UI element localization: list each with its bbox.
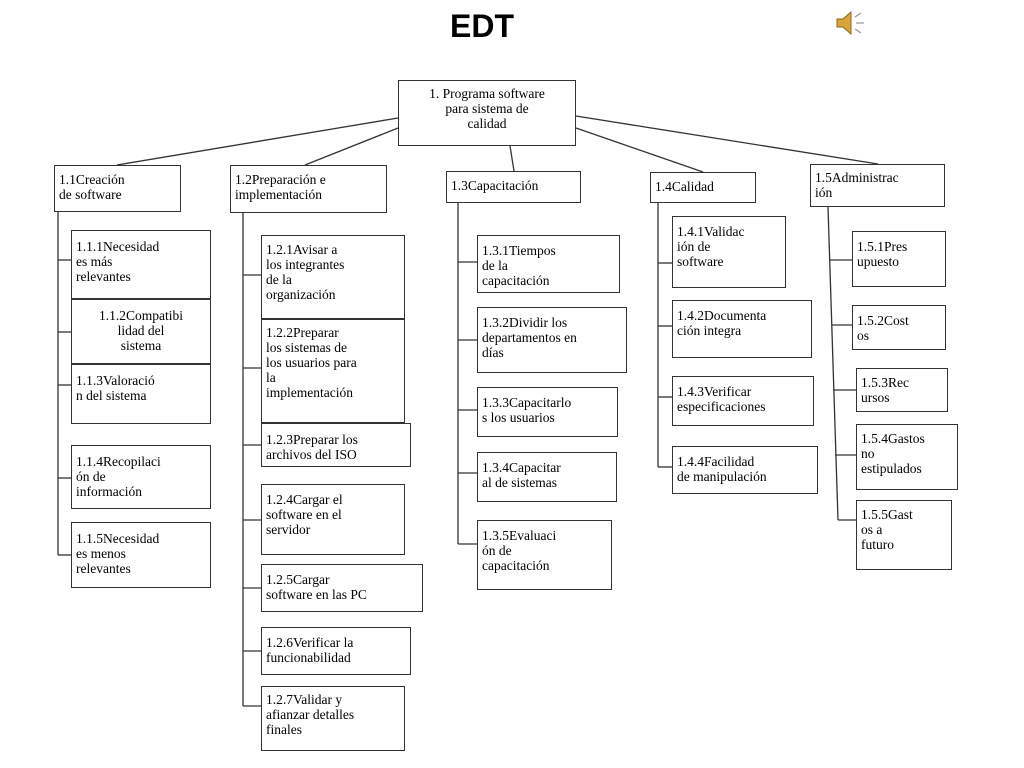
node-1-2-4: 1.2.4Cargar el software en el servidor — [261, 484, 405, 555]
node-1-2-3: 1.2.3Preparar los archivos del ISO — [261, 423, 411, 467]
node-1-1-4: 1.1.4Recopilaci ón de información — [71, 445, 211, 509]
node-1-3-3: 1.3.3Capacitarlo s los usuarios — [477, 387, 618, 437]
node-1-3-5: 1.3.5Evaluaci ón de capacitación — [477, 520, 612, 590]
node-1-2-6: 1.2.6Verificar la funcionabilidad — [261, 627, 411, 675]
node-1-1: 1.1Creación de software — [54, 165, 181, 212]
node-1-4-1: 1.4.1Validac ión de software — [672, 216, 786, 288]
node-1-5-4: 1.5.4Gastos no estipulados — [856, 424, 958, 490]
node-1-4-2: 1.4.2Documenta ción integra — [672, 300, 812, 358]
node-1-1-2: 1.1.2Compatibi lidad del sistema — [71, 299, 211, 364]
diagram-title: EDT — [450, 8, 514, 44]
node-1-5-5: 1.5.5Gast os a futuro — [856, 500, 952, 570]
node-root: 1. Programa software para sistema de calidad — [398, 80, 576, 146]
node-1-1-3: 1.1.3Valoració n del sistema — [71, 364, 211, 424]
node-1-1-1: 1.1.1Necesidad es más relevantes — [71, 230, 211, 299]
node-1-4-3: 1.4.3Verificar especificaciones — [672, 376, 814, 426]
node-1-2-2: 1.2.2Preparar los sistemas de los usuarios para la implementación — [261, 319, 405, 423]
node-1-2-1: 1.2.1Avisar a los integrantes de la organización — [261, 235, 405, 319]
node-1-2: 1.2Preparación e implementación — [230, 165, 387, 213]
node-1-3-2: 1.3.2Dividir los departamentos en días — [477, 307, 627, 373]
node-1-4-4: 1.4.4Facilidad de manipulación — [672, 446, 818, 494]
node-1-3-1: 1.3.1Tiempos de la capacitación — [477, 235, 620, 293]
node-1-2-7: 1.2.7Validar y afianzar detalles finales — [261, 686, 405, 751]
node-1-1-5: 1.1.5Necesidad es menos relevantes — [71, 522, 211, 588]
node-1-2-5: 1.2.5Cargar software en las PC — [261, 564, 423, 612]
node-1-5-3: 1.5.3Rec ursos — [856, 368, 948, 412]
node-1-5-2: 1.5.2Cost os — [852, 305, 946, 350]
node-1-4: 1.4Calidad — [650, 172, 756, 203]
node-1-5: 1.5Administrac ión — [810, 164, 945, 207]
node-1-3: 1.3Capacitación — [446, 171, 581, 203]
node-1-3-4: 1.3.4Capacitar al de sistemas — [477, 452, 617, 502]
node-1-5-1: 1.5.1Pres upuesto — [852, 231, 946, 287]
